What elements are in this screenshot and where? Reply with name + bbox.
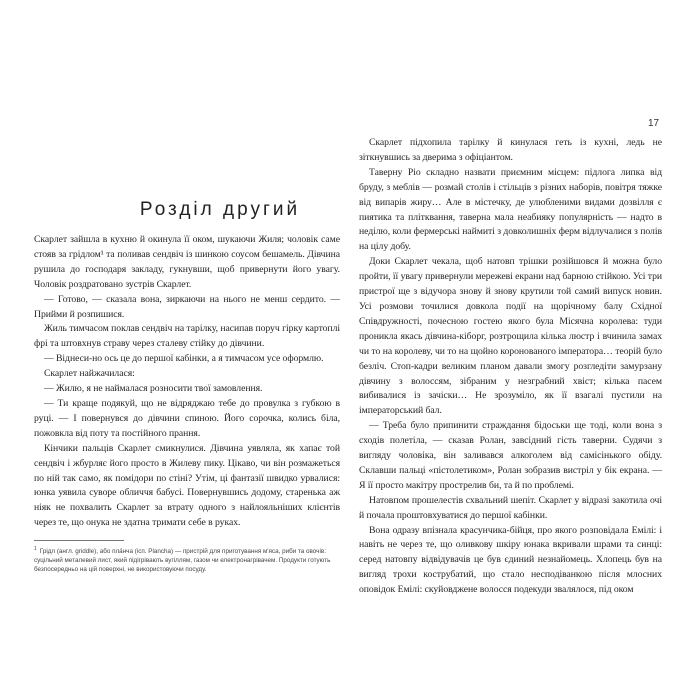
paragraph: Доки Скарлет чекала, щоб натовп трішки розійшовся й можна було пройти, її увагу привернули мережеві екрани над барною стійкою. Усі три пристрої ще з відучора знову й знову крутили той самий випуск новин. Усі розмови точилися довкола події на щорічному балу Східної Співдружності, почесною гостею якого була Місячна королева: туди проникла якась дівчина-кіборг, розтрощила кілька люстр і вчинила замах чи то на королеву, чи то на щойно коронованого імператора… теорій було безліч. Стоп-кадри великим планом давали змогу розгледіти замурзану дівчину з волоссям, зібраним у незграбний хвіст; кілька пасем вибивалися із зачіски… Не зрозуміло, як її взагалі пустили на імператорський бал. xyxy=(359,256,663,417)
footnote xyxy=(34,545,334,574)
paragraph: Жиль тимчасом поклав сендвіч на тарілку, насипав поруч гірку картоплі фрі та штовхнув страву через сталеву стійку до дівчини. xyxy=(34,323,340,350)
paragraph: Натовпом прошелестів схвальний шепіт. Скарлет у відразі закотила очі й почала проштовхуватися до першої кабінки. xyxy=(359,494,662,521)
paragraph: — Ти краще подякуй, що не відряджаю тебе до провулка з губкою в руці. — І повернувся до дівчини спиною. Його сорочка, колись біла, пожовкла від поту та постійного прання. xyxy=(34,397,340,439)
paragraph: Скарлет зайшла в кухню й окинула її оком, шукаючи Жиля; чоловік саме стояв за грідлом¹ та поливав сендвіч із шинкою соусом бешамель. Дівчина рушила до господаря закладу, гукнувши, щоб привернути його увагу. Чоловік роздратовано зустрів Скарлет. xyxy=(34,234,340,290)
footnote-mark: 1 xyxy=(34,546,37,552)
page-number: 17 xyxy=(648,118,660,129)
footnote-divider xyxy=(34,540,124,541)
footnote-text: Грідл (англ. griddle), або пла́нча (ісп. Plancha) — пристрій для приготування м'яса, риби та овочів: суцільний металевий лист, який підігрівають вугіллям, газом чи електронагрівачем. Продукти готують безпосередньо на цій поверхні, не використовуючи посуду. xyxy=(34,548,331,574)
paragraph: Таверну Ріо складно назвати приємним місцем: підлога липка від бруду, з меблів — розмай столів і стільців з різних наборів, повітря тяжке від випарів жиру… Але в містечку, де улюбленими видами дозвілля є пиятика та плітквання, таверна мала неабияку популярність — надто в неділю, коли фермерські наймиті з довколишніх ферм відлучалися з полів на цілу добу. xyxy=(359,166,662,253)
paragraph: Кінчики пальців Скарлет смикнулися. Дівчина уявляла, як хапає той сендвіч і жбурляє його просто в Жилеву пику. Цікаво, чи він розмажеться по ній так само, як помідори по стіні? Утім, ці фантазії швидко урвалися: юнка уявила суворе обличчя бабусі. Повернувшись додому, старенька аж ніяк не похвалить Скарлет за втрату одного з найлояльніших клієнтів через те, що онука не здатна тримати себе в руках. xyxy=(34,442,340,529)
paragraph: Вона одразу впізнала красунчика-бійця, про якого розповідала Емілі: і навіть не через те, що оливкову шкіру юнака вкривали шрами та синці: серед натовпу відвідувачів це був єдиний незнайомець. Хлопець був на вигляд трохи кострубатий, що стало несподіванкою після млосних оповідок Емілі: скуйовджене волосся подекуди звалялося, під оком xyxy=(359,524,662,596)
chapter-title: Розділ другий xyxy=(139,198,301,220)
paragraph: — Віднеси-но ось це до першої кабінки, а я тимчасом усе оформлю. xyxy=(44,353,324,365)
right-column xyxy=(359,136,662,598)
paragraph: — Жилю, я не наймалася розносити твої замовлення. xyxy=(44,383,263,395)
paragraph: — Готово, — сказала вона, зиркаючи на нього не менш сердито. — Прийми й розпишися. xyxy=(34,293,340,320)
paragraph: — Треба було припинити страждання бідоськи ще тоді, коли вона з сходів полетіла, — сказав Ролан, завсідний гість таверни. Судячи з вигляду чоловіка, він заливався алкоголем від самісінького обіду. Склавши пальці «пістолетиком», Ролан зобразив вистріл у бік екрана. — Я її просто макітру прострелив би, та й по проблемі. xyxy=(359,420,662,491)
paragraph: Скарлет найжачилася: xyxy=(44,368,135,380)
left-column xyxy=(34,233,340,531)
paragraph: Скарлет підхопила тарілку й кинулася геть із кухні, ледь не зіткнувшись за дверима з офіціантом. xyxy=(359,137,662,163)
